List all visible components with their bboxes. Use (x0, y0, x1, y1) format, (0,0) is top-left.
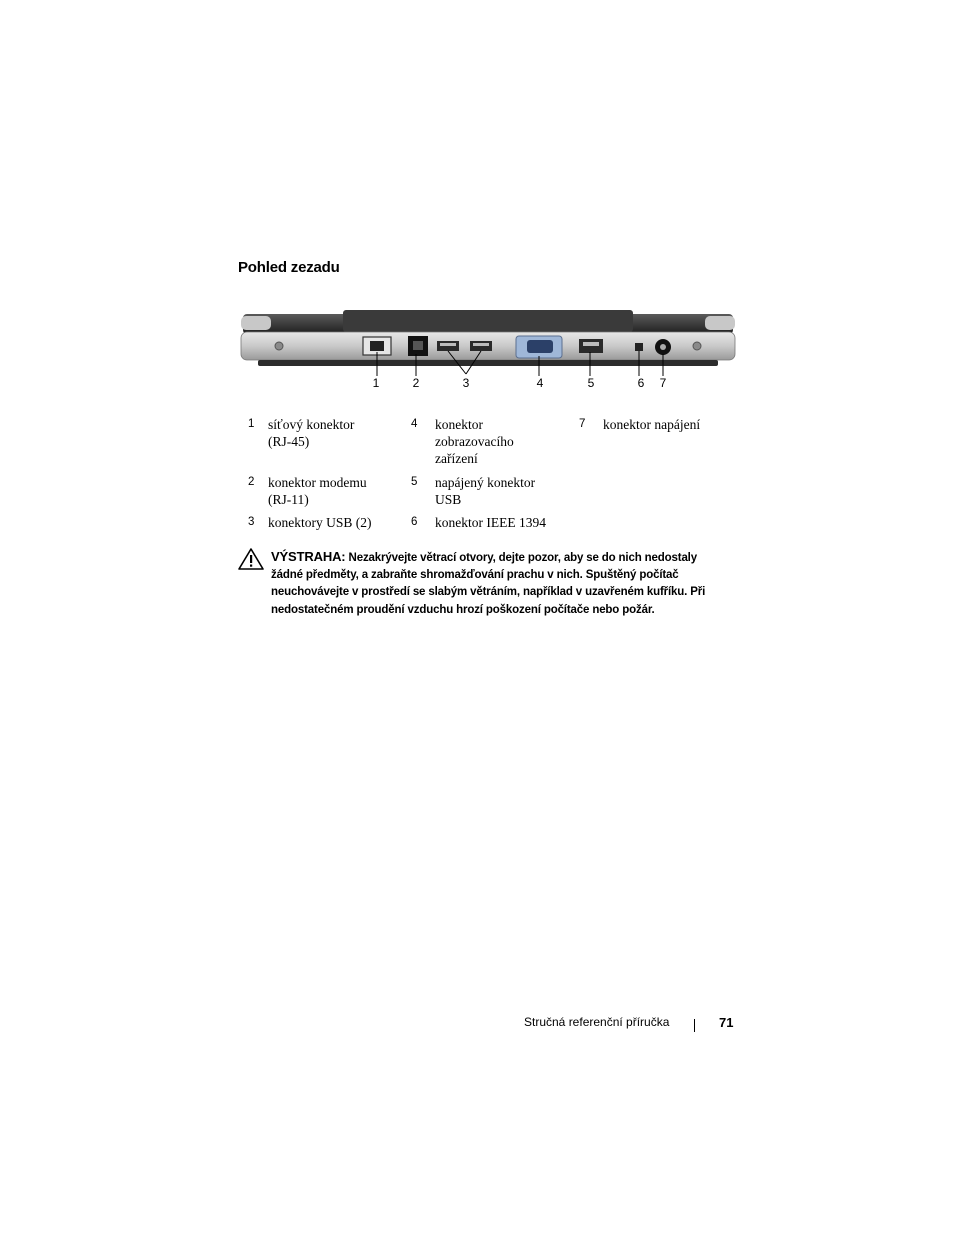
warning-text (271, 548, 741, 619)
callout-6: 6 (637, 376, 645, 390)
legend-text: konektor zobrazovacího zařízení (435, 417, 514, 466)
legend-text: konektor IEEE 1394 (435, 515, 546, 530)
laptop-feet (258, 360, 718, 366)
laptop-rear-illustration (238, 306, 738, 376)
legend-num: 2 (248, 476, 255, 488)
legend-text: napájený konektor USB (435, 475, 536, 507)
section-heading: Pohled zezadu (238, 259, 340, 276)
legend-num: 7 (579, 418, 586, 430)
callout-1: 1 (372, 376, 380, 390)
warning-line-2: žádné předměty, a zabraňte shromažďování prachu v nich. Spuštěný počítač (271, 569, 679, 582)
legend-text: konektor napájení (603, 417, 701, 432)
screw-right (693, 342, 701, 350)
hinge-left (241, 316, 271, 330)
legend-num: 1 (248, 418, 255, 430)
warning-line-3: neuchovávejte v prostředí se slabým větráním, například v uzavřeném kufříku. Při (271, 586, 706, 599)
callout-5: 5 (587, 376, 595, 390)
legend-text: konektory USB (2) (268, 515, 372, 530)
legend-text: síťový konektor (RJ-45) (268, 417, 355, 449)
callout-3: 3 (462, 376, 470, 390)
footer-title: Stručná referenční příručka (524, 1015, 670, 1029)
callout-2: 2 (412, 376, 420, 390)
warning-line-1: Nezakrývejte větrací otvory, dejte pozor, aby se do nich nedostaly (348, 552, 697, 564)
warning-triangle-icon (238, 548, 264, 570)
legend-num: 6 (411, 516, 418, 528)
legend-text: konektor modemu (RJ-11) (268, 475, 367, 507)
legend-num: 4 (411, 418, 418, 430)
battery-bay (343, 310, 633, 332)
hinge-right (705, 316, 735, 330)
screw-left (275, 342, 283, 350)
legend-num: 3 (248, 516, 255, 528)
rj11-socket (413, 341, 423, 350)
warning-line-4: nedostatečném proudění vzduchu hrozí poškození počítače nebo požár. (271, 603, 655, 616)
callout-7: 7 (659, 376, 667, 390)
page-footer (524, 1015, 734, 1030)
footer-separator (694, 1019, 695, 1032)
page-number: 71 (719, 1015, 734, 1030)
callout-4: 4 (536, 376, 544, 390)
rj45-socket (370, 341, 384, 351)
legend-num: 5 (411, 476, 418, 488)
ieee1394-port (635, 343, 643, 351)
warning-label: VÝSTRAHA: (271, 549, 346, 564)
